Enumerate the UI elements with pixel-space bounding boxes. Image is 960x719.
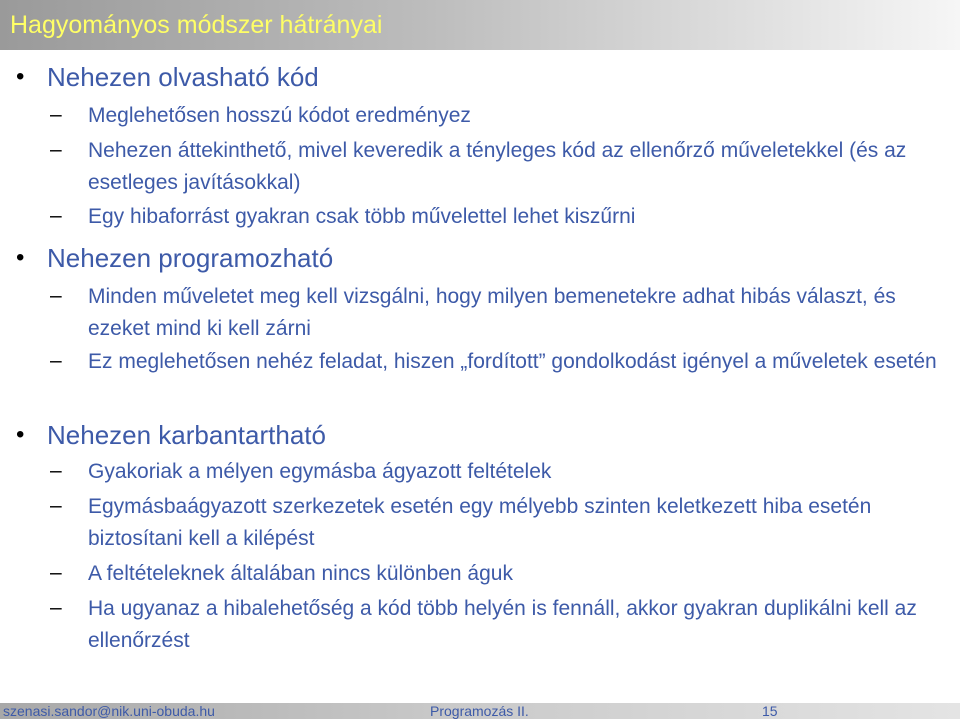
section-heading: Nehezen programozható (47, 243, 334, 273)
dash-icon: – (50, 596, 62, 619)
dash-icon: – (50, 284, 62, 307)
slide-title: Hagyományos módszer hátrányai (10, 11, 383, 39)
dash-icon: – (50, 459, 62, 482)
dash-icon: – (50, 138, 62, 161)
bullet-icon: • (16, 421, 25, 448)
bullet-icon: • (16, 63, 25, 90)
footer-page-number: 15 (762, 703, 778, 719)
list-item: Minden műveletet meg kell vizsgálni, hogy milyen bemenetekre adhat hibás választ, és ezeket mind ki kell zárni (88, 285, 896, 340)
dash-icon: – (50, 494, 62, 517)
list-item: Meglehetősen hosszú kódot eredményez (88, 104, 471, 127)
dash-icon: – (50, 103, 62, 126)
dash-icon: – (50, 349, 62, 372)
bullet-icon: • (16, 244, 25, 271)
list-item: A feltételeknek általában nincs különben águk (88, 562, 513, 585)
footer-email: szenasi.sandor@nik.uni-obuda.hu (3, 703, 215, 719)
section-heading: Nehezen karbantartható (47, 420, 326, 450)
list-item: Ha ugyanaz a hibalehetőség a kód több helyén is fennáll, akkor gyakran duplikálni kell az ellenőrzést (88, 597, 917, 652)
list-item: Nehezen áttekinthető, mivel keveredik a tényleges kód az ellenőrző műveletekkel (és az esetleges javításokkal) (88, 139, 907, 194)
list-item: Ez meglehetősen nehéz feladat, hiszen „fordított” gondolkodást igényel a műveletek esetén (88, 350, 937, 373)
list-item: Egy hibaforrást gyakran csak több művelettel lehet kiszűrni (88, 205, 636, 228)
list-item: Egymásbaágyazott szerkezetek esetén egy mélyebb szinten keletkezett hiba esetén biztosítani kell a kilépést (88, 495, 872, 550)
footer-course: Programozás II. (430, 703, 529, 719)
list-item: Gyakoriak a mélyen egymásba ágyazott feltételek (88, 460, 552, 483)
section-heading: Nehezen olvasható kód (47, 62, 319, 92)
dash-icon: – (50, 204, 62, 227)
dash-icon: – (50, 561, 62, 584)
